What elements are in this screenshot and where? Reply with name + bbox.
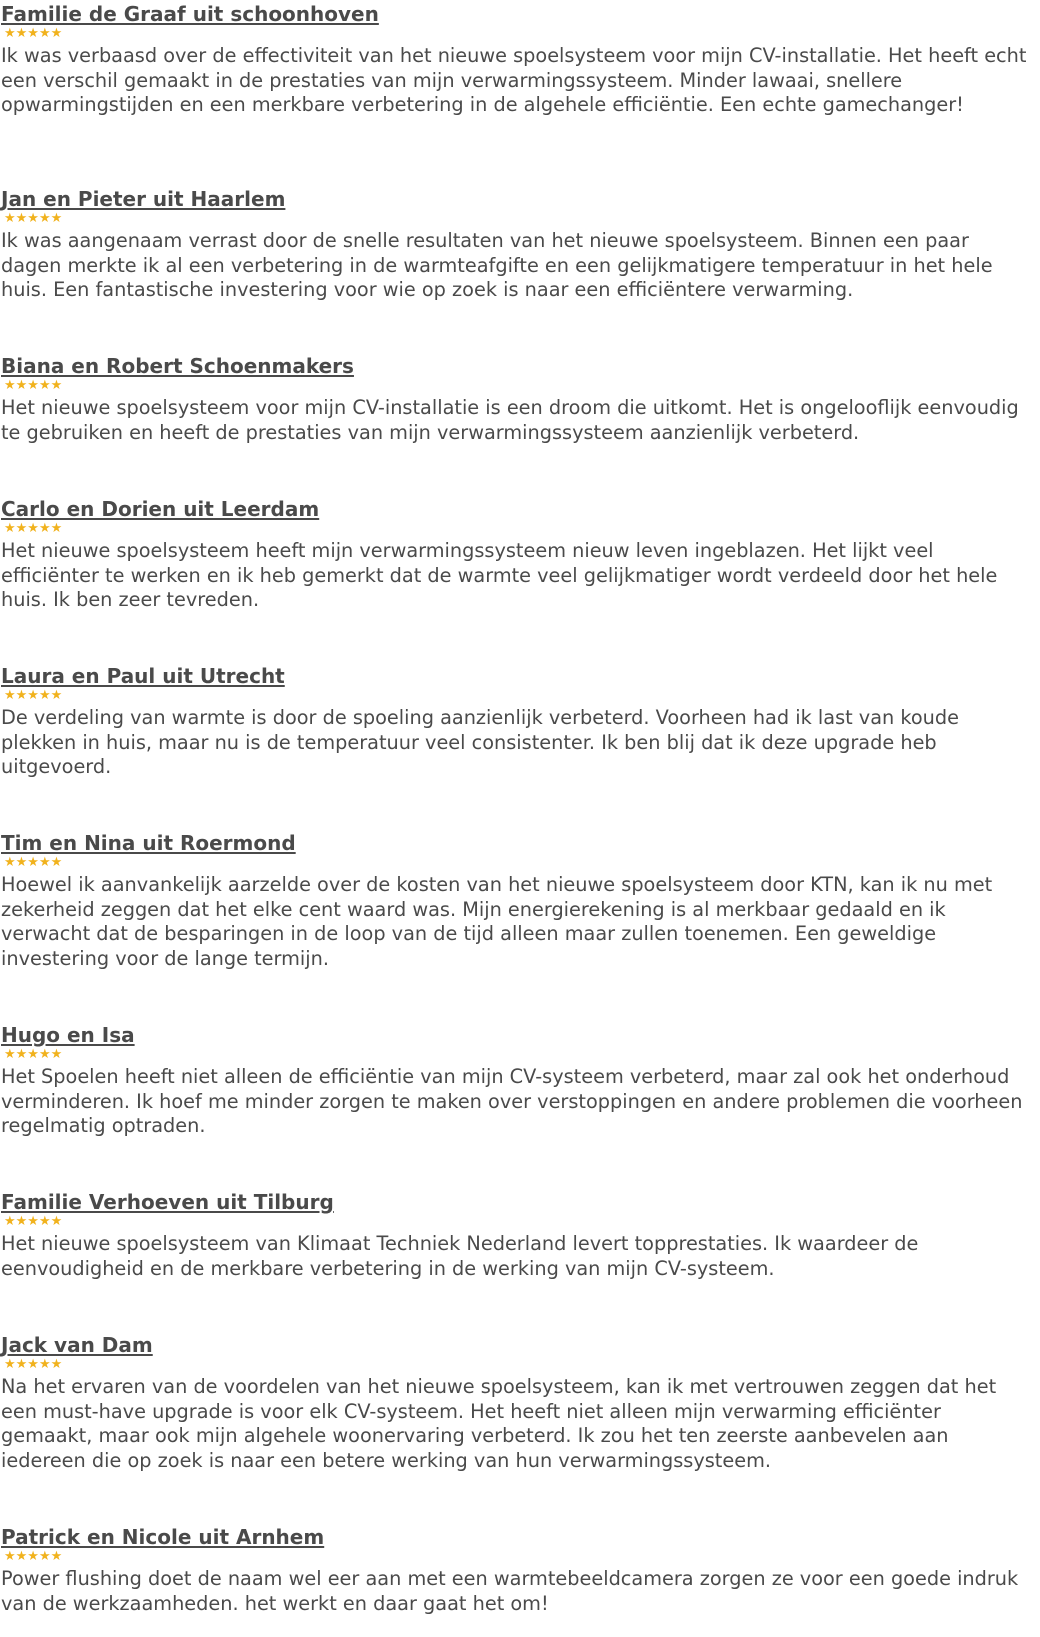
review-author-link[interactable]: Patrick en Nicole uit Arnhem [1, 1525, 325, 1549]
review-item [1, 1190, 1033, 1281]
review-text: Ik was verbaasd over de effectiviteit van het nieuwe spoelsysteem voor mijn CV-installatie. Het heeft echt een verschil gemaakt in de prestaties van mijn verwarmingssysteem. Minder lawaai, snellere opwarmingstijden en een merkbare verbetering in de algehele efficiëntie. Een echte gamechanger! [1, 44, 1027, 117]
review-item [1, 831, 1033, 971]
review-author-link[interactable]: Hugo en Isa [1, 1023, 135, 1047]
review-item [1, 354, 1033, 445]
review-item [1, 1023, 1033, 1139]
review-author-link[interactable]: Laura en Paul uit Utrecht [1, 664, 285, 688]
review-text: De verdeling van warmte is door de spoeling aanzienlijk verbeterd. Voorheen had ik last van koude plekken in huis, maar nu is de temperatuur veel consistenter. Ik ben blij dat ik deze upgrade heb uitgevoerd. [1, 706, 959, 779]
star-rating-icon: ★★★★★ [4, 1549, 63, 1564]
review-text: Het nieuwe spoelsysteem van Klimaat Techniek Nederland levert topprestaties. Ik waardeer de eenvoudigheid en de merkbare verbetering in de werking van mijn CV-systeem. [1, 1232, 919, 1280]
review-author-link[interactable]: Familie de Graaf uit schoonhoven [1, 2, 379, 26]
review-author-link[interactable]: Carlo en Dorien uit Leerdam [1, 497, 320, 521]
review-item [1, 187, 1033, 303]
review-author-link[interactable]: Jack van Dam [1, 1333, 153, 1357]
review-text: Na het ervaren van de voordelen van het nieuwe spoelsysteem, kan ik met vertrouwen zeggen dat het een must-have upgrade is voor elk CV-systeem. Het heeft niet alleen mijn verwarming efficiënter gemaakt, maar ook mijn algehele woonervaring verbeterd. Ik zou het ten zeerste aanbevelen aan iedereen die op zoek is naar een betere werking van hun verwarmingssysteem. [1, 1375, 997, 1472]
review-author-link[interactable]: Biana en Robert Schoenmakers [1, 354, 354, 378]
star-rating-icon: ★★★★★ [4, 1047, 63, 1062]
review-text: Hoewel ik aanvankelijk aarzelde over de kosten van het nieuwe spoelsysteem door KTN, kan ik nu met zekerheid zeggen dat het elke cent waard was. Mijn energierekening is al merkbaar gedaald en ik verwacht dat de besparingen in de loop van de tijd alleen maar zullen toenemen. Een geweldige investering voor de lange termijn. [1, 873, 993, 970]
review-item [1, 2, 1033, 118]
review-text: Het nieuwe spoelsysteem heeft mijn verwarmingssysteem nieuw leven ingeblazen. Het lijkt veel efficiënter te werken en ik heb gemerkt dat de warmte veel gelijkmatiger wordt verdeeld door het hele huis. Ik ben zeer tevreden. [1, 539, 998, 612]
star-rating-icon: ★★★★★ [4, 211, 63, 226]
review-item [1, 664, 1033, 780]
review-author-link[interactable]: Tim en Nina uit Roermond [1, 831, 296, 855]
star-rating-icon: ★★★★★ [4, 378, 63, 393]
star-rating-icon: ★★★★★ [4, 1357, 63, 1372]
star-rating-icon: ★★★★★ [4, 521, 63, 536]
star-rating-icon: ★★★★★ [4, 855, 63, 870]
review-author-link[interactable]: Familie Verhoeven uit Tilburg [1, 1190, 334, 1214]
review-item [1, 1333, 1033, 1473]
review-text: Het nieuwe spoelsysteem voor mijn CV-installatie is een droom die uitkomt. Het is ongelooflijk eenvoudig te gebruiken en heeft de prestaties van mijn verwarmingssysteem aanzienlijk verbeterd. [1, 396, 1019, 444]
review-author-link[interactable]: Jan en Pieter uit Haarlem [1, 187, 286, 211]
review-text: Ik was aangenaam verrast door de snelle resultaten van het nieuwe spoelsysteem. Binnen een paar dagen merkte ik al een verbetering in de warmteafgifte en een gelijkmatigere temperatuur in het hele huis. Een fantastische investering voor wie op zoek is naar een efficiëntere verwarming. [1, 229, 993, 302]
review-item [1, 1525, 1033, 1616]
review-text: Power flushing doet de naam wel eer aan met een warmtebeeldcamera zorgen ze voor een goede indruk van de werkzaamheden. het werkt en daar gaat het om! [1, 1567, 1019, 1615]
star-rating-icon: ★★★★★ [4, 688, 63, 703]
star-rating-icon: ★★★★★ [4, 1214, 63, 1229]
review-text: Het Spoelen heeft niet alleen de efficiëntie van mijn CV-systeem verbeterd, maar zal ook het onderhoud verminderen. Ik hoef me minder zorgen te maken over verstoppingen en andere problemen die voorheen regelmatig optraden. [1, 1065, 1023, 1138]
star-rating-icon: ★★★★★ [4, 26, 63, 41]
review-item [1, 497, 1033, 613]
